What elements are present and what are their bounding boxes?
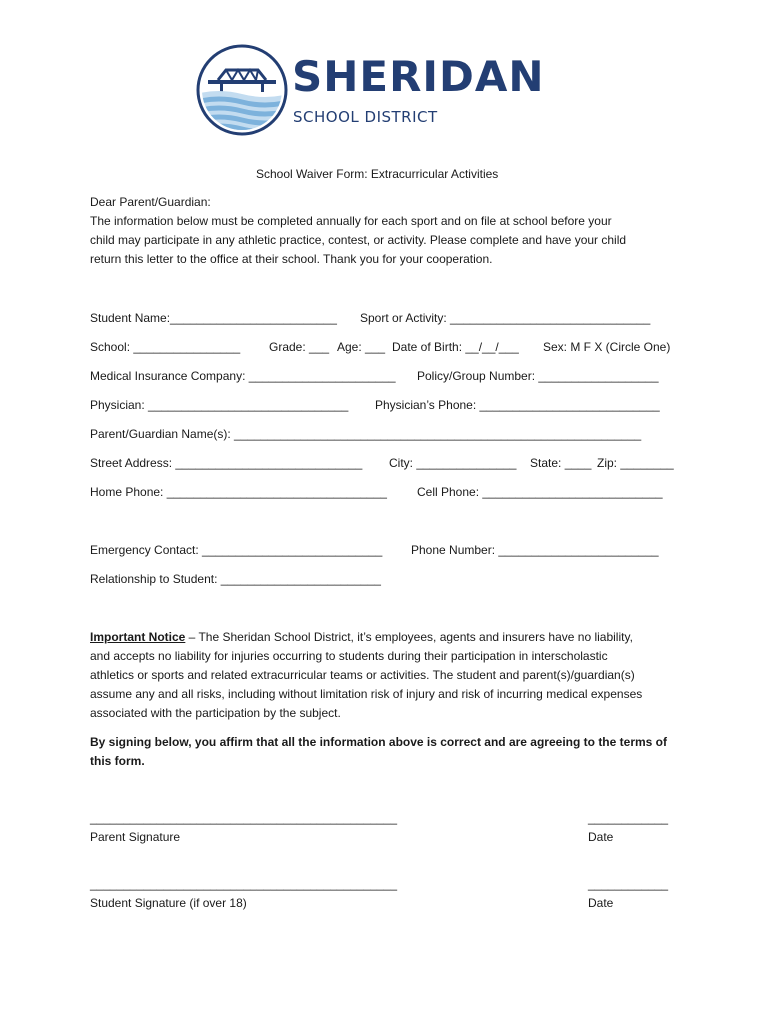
logo-name: SHERIDAN <box>292 52 545 101</box>
intro-line-1: The information below must be completed annually for each sport and on file at school before your <box>90 214 612 228</box>
student-name-field[interactable]: Student Name:_________________________ <box>90 311 337 325</box>
student-signature-label: Student Signature (if over 18) <box>90 896 247 910</box>
physician-phone-field[interactable]: Physician’s Phone: ___________________________ <box>375 398 660 412</box>
street-address-field[interactable]: Street Address: ____________________________ <box>90 456 363 470</box>
age-field[interactable]: Age: ___ <box>337 340 386 354</box>
physician-field[interactable]: Physician: ______________________________ <box>90 398 349 412</box>
sex-field[interactable]: Sex: M F X (Circle One) <box>543 340 671 354</box>
bridge-emblem-icon <box>196 44 288 136</box>
notice-line-2: and accepts no liability for injuries occurring to students during their participation in interscholastic <box>90 649 608 663</box>
intro-line-3: return this letter to the office at their school. Thank you for your cooperation. <box>90 252 493 266</box>
zip-field[interactable]: Zip: ________ <box>597 456 674 470</box>
affirm-line-2: this form. <box>90 754 145 768</box>
affirm-line-1: By signing below, you affirm that all the information above is correct and are agreeing to the terms of <box>90 735 667 749</box>
logo-subtitle: SCHOOL DISTRICT <box>293 108 438 126</box>
parent-date-line[interactable]: ____________ <box>588 811 669 825</box>
parent-date-label: Date <box>588 830 614 844</box>
sport-activity-field[interactable]: Sport or Activity: ______________________________ <box>360 311 651 325</box>
cell-phone-field[interactable]: Cell Phone: ___________________________ <box>417 485 663 499</box>
salutation: Dear Parent/Guardian: <box>90 195 211 209</box>
school-field[interactable]: School: ________________ <box>90 340 241 354</box>
grade-field[interactable]: Grade: ___ <box>269 340 330 354</box>
notice-heading: Important Notice <box>90 630 186 644</box>
insurance-company-field[interactable]: Medical Insurance Company: ______________________ <box>90 369 396 383</box>
student-date-line[interactable]: ____________ <box>588 877 669 891</box>
intro-line-2: child may participate in any athletic practice, contest, or activity. Please complete and have your child <box>90 233 627 247</box>
date-of-birth-field[interactable]: Date of Birth: __/__/___ <box>392 340 519 354</box>
home-phone-field[interactable]: Home Phone: _________________________________ <box>90 485 387 499</box>
city-field[interactable]: City: _______________ <box>389 456 517 470</box>
student-date-label: Date <box>588 896 614 910</box>
relationship-field[interactable]: Relationship to Student: ________________________ <box>90 572 381 586</box>
emergency-phone-field[interactable]: Phone Number: ________________________ <box>411 543 659 557</box>
notice-text-1: – The Sheridan School District, it’s employees, agents and insurers have no liability, <box>185 630 633 644</box>
notice-line-3: athletics or sports and related extracurricular teams or activities. The student and parent(s)/guardian(s) <box>90 668 635 682</box>
policy-number-field[interactable]: Policy/Group Number: __________________ <box>417 369 659 383</box>
guardian-names-field[interactable]: Parent/Guardian Name(s): _____________________________________________________________ <box>90 427 642 441</box>
district-logo <box>196 44 586 138</box>
state-field[interactable]: State: ____ <box>530 456 592 470</box>
form-title: School Waiver Form: Extracurricular Activities <box>256 167 499 181</box>
notice-line-4: assume any and all risks, including without limitation risk of injury and risk of incurring medical expenses <box>90 687 643 701</box>
parent-signature-label: Parent Signature <box>90 830 181 844</box>
student-signature-line[interactable]: ______________________________________________ <box>90 877 397 891</box>
parent-signature-line[interactable]: ______________________________________________ <box>90 811 397 825</box>
notice-line-1 <box>90 629 633 645</box>
notice-line-5: associated with the participation by the subject. <box>90 706 341 720</box>
emergency-contact-field[interactable]: Emergency Contact: ___________________________ <box>90 543 383 557</box>
